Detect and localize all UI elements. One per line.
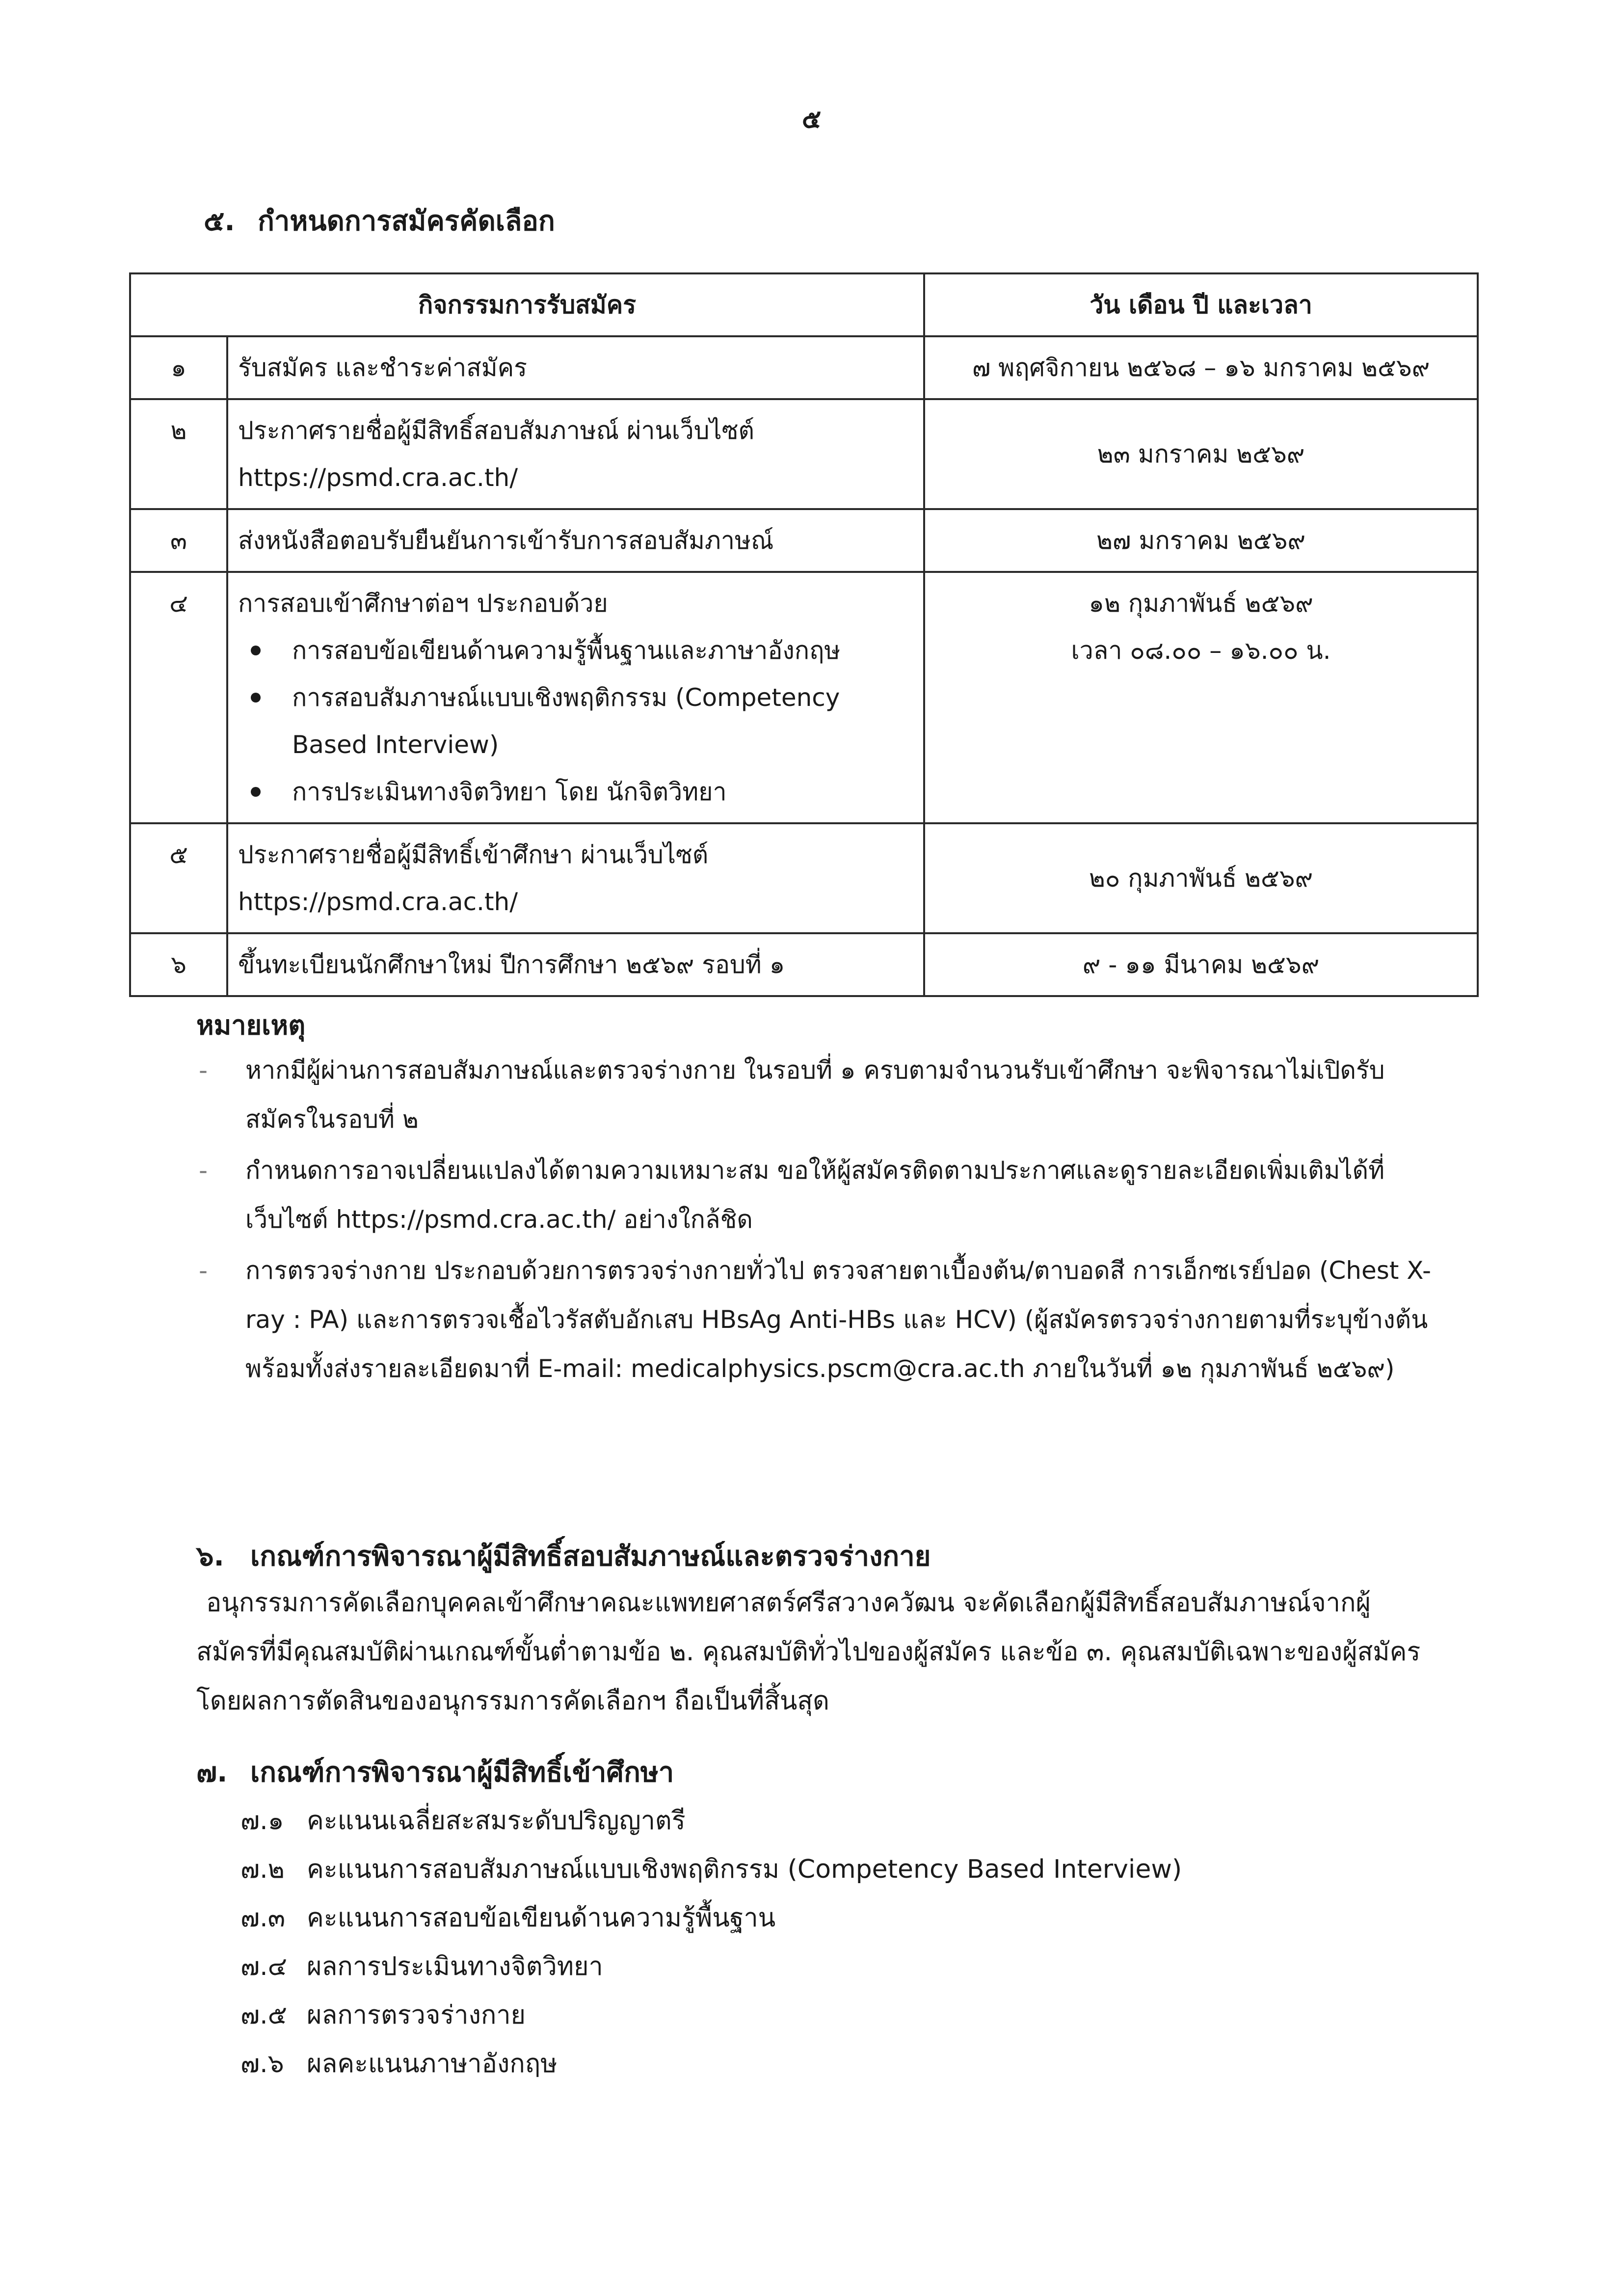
row-date: ๙ - ๑๑ มีนาคม ๒๕๖๙	[924, 933, 1478, 996]
list-item	[240, 2040, 1182, 2088]
section-5-heading	[204, 199, 555, 243]
table-row	[130, 572, 1478, 823]
row-date: ๗ พฤศจิกายน ๒๕๖๘ – ๑๖ มกราคม ๒๕๖๙	[924, 336, 1478, 399]
criteria-number: ๗.๒	[240, 1855, 285, 1884]
list-item	[240, 1894, 1182, 1943]
table-header-row	[130, 273, 1478, 336]
row-number: ๖	[130, 933, 227, 996]
note-text: การตรวจร่างกาย ประกอบด้วยการตรวจร่างกายทั่วไป ตรวจสายตาเบื้องต้น/ตาบอดสี การเอ็กซเรย์ปอด (Chest X-ray : PA) และการตรวจเชื้อไวรัสตับอักเสบ HBsAg Anti-HBs และ HCV) (ผู้สมัครตรวจร่างกายตามที่ระบุข้างต้น พร้อมทั้งส่งรายละเอียดมาที่ E-mail: medicalphysics.pscm@cra.ac.th ภายในวันที่ ๑๒ กุมภาพันธ์ ๒๕๖๙)	[245, 1256, 1432, 1383]
criteria-text: ผลการตรวจร่างกาย	[307, 2000, 526, 2030]
header-activity: กิจกรรมการรับสมัคร	[130, 273, 924, 336]
dash-bullet: -	[199, 1056, 208, 1084]
schedule-table	[129, 272, 1479, 997]
dash-bullet: -	[199, 1156, 208, 1185]
page-number: ๕	[801, 105, 822, 134]
row-number: ๓	[130, 509, 227, 572]
row-number: ๕	[130, 823, 227, 933]
table-row	[130, 336, 1478, 399]
row-activity	[227, 399, 924, 509]
row-activity	[227, 823, 924, 933]
table-row	[130, 933, 1478, 996]
activity-line: ประกาศรายชื่อผู้มีสิทธิ์สอบสัมภาษณ์ ผ่านเว็บไซต์	[238, 416, 755, 445]
criteria-text: ผลการประเมินทางจิตวิทยา	[307, 1952, 603, 1981]
note-text: กำหนดการอาจเปลี่ยนแปลงได้ตามความเหมาะสม ขอให้ผู้สมัครติดตามประกาศและดูรายละเอียดเพิ่มเติมได้ที่เว็บไซต์ https://psmd.cra.ac.th/ อย่างใกล้ชิด	[245, 1156, 1385, 1234]
notes-list	[199, 1046, 1433, 1395]
criteria-number: ๗.๖	[240, 2049, 284, 2079]
criteria-text: คะแนนการสอบสัมภาษณ์แบบเชิงพฤติกรรม (Competency Based Interview)	[307, 1855, 1182, 1884]
activity-line: ประกาศรายชื่อผู้มีสิทธิ์เข้าศึกษา ผ่านเว็บไซต์	[238, 840, 709, 869]
criteria-number: ๗.๓	[240, 1903, 286, 1933]
list-item	[240, 1797, 1182, 1845]
row-activity: ส่งหนังสือตอบรับยืนยันการเข้ารับการสอบสัมภาษณ์	[227, 509, 924, 572]
row-number: ๒	[130, 399, 227, 509]
row-date: ๒๓ มกราคม ๒๕๖๙	[924, 399, 1478, 509]
note-text: หากมีผู้ผ่านการสอบสัมภาษณ์และตรวจร่างกาย ในรอบที่ ๑ ครบตามจำนวนรับเข้าศึกษา จะพิจารณาไม่เปิดรับสมัครในรอบที่ ๒	[245, 1056, 1385, 1134]
list-item: การสอบข้อเขียนด้านความรู้พื้นฐานและภาษาอังกฤษ	[292, 627, 913, 674]
note-item	[199, 1046, 1433, 1144]
criteria-text: คะแนนการสอบข้อเขียนด้านความรู้พื้นฐาน	[307, 1903, 776, 1933]
list-item: การสอบสัมภาษณ์แบบเชิงพฤติกรรม (Competency Based Interview)	[292, 674, 913, 768]
note-item	[199, 1146, 1433, 1244]
table-row	[130, 399, 1478, 509]
row-date	[924, 572, 1478, 823]
criteria-list	[240, 1797, 1182, 2088]
dash-bullet: -	[199, 1256, 208, 1285]
activity-line: การสอบเข้าศึกษาต่อฯ ประกอบด้วย	[238, 589, 608, 618]
header-date: วัน เดือน ปี และเวลา	[924, 273, 1478, 336]
row-date: ๒๗ มกราคม ๒๕๖๙	[924, 509, 1478, 572]
section-number: ๖.	[196, 1540, 224, 1572]
list-item	[240, 1991, 1182, 2040]
section-title: เกณฑ์การพิจารณาผู้มีสิทธิ์สอบสัมภาษณ์และตรวจร่างกาย	[250, 1540, 931, 1572]
list-item: การประเมินทางจิตวิทยา โดย นักจิตวิทยา	[292, 768, 913, 815]
list-item	[240, 1943, 1182, 1991]
criteria-text: คะแนนเฉลี่ยสะสมระดับปริญญาตรี	[307, 1806, 686, 1836]
section-title: เกณฑ์การพิจารณาผู้มีสิทธิ์เข้าศึกษา	[250, 1756, 674, 1788]
criteria-text: ผลคะแนนภาษาอังกฤษ	[307, 2049, 558, 2079]
row-number: ๑	[130, 336, 227, 399]
criteria-number: ๗.๕	[240, 2000, 287, 2030]
table-row	[130, 823, 1478, 933]
criteria-number: ๗.๔	[240, 1952, 287, 1981]
table-row	[130, 509, 1478, 572]
criteria-number: ๗.๑	[240, 1806, 284, 1836]
exam-date: ๑๒ กุมภาพันธ์ ๒๕๖๙	[1089, 589, 1313, 618]
activity-url: https://psmd.cra.ac.th/	[238, 463, 518, 492]
section-6-heading	[196, 1534, 931, 1578]
row-activity	[227, 572, 924, 823]
section-number: ๕.	[204, 205, 235, 237]
list-item	[240, 1845, 1182, 1894]
section-number: ๗.	[196, 1756, 228, 1788]
notes-title: หมายเหตุ	[196, 1010, 306, 1041]
row-number: ๔	[130, 572, 227, 823]
section-7-heading	[196, 1750, 674, 1794]
section-title: กำหนดการสมัครคัดเลือก	[258, 205, 555, 237]
activity-bullet-list	[238, 627, 913, 815]
activity-url: https://psmd.cra.ac.th/	[238, 888, 518, 916]
row-date: ๒๐ กุมภาพันธ์ ๒๕๖๙	[924, 823, 1478, 933]
exam-time: เวลา ๐๘.๐๐ – ๑๖.๐๐ น.	[1071, 636, 1331, 665]
row-activity: รับสมัคร และชำระค่าสมัคร	[227, 336, 924, 399]
row-activity: ขึ้นทะเบียนนักศึกษาใหม่ ปีการศึกษา ๒๕๖๙ รอบที่ ๑	[227, 933, 924, 996]
section-6-body: อนุกรรมการคัดเลือกบุคคลเข้าศึกษาคณะแพทยศาสตร์ศรีสวางควัฒน จะคัดเลือกผู้มีสิทธิ์สอบสัมภาษณ์จากผู้สมัครที่มีคุณสมบัติผ่านเกณฑ์ขั้นต่ำตามข้อ ๒. คุณสมบัติทั่วไปของผู้สมัคร และข้อ ๓. คุณสมบัติเฉพาะของผู้สมัคร โดยผลการตัดสินของอนุกรรมการคัดเลือกฯ ถือเป็นที่สิ้นสุด	[196, 1588, 1421, 1716]
note-item	[199, 1246, 1433, 1393]
